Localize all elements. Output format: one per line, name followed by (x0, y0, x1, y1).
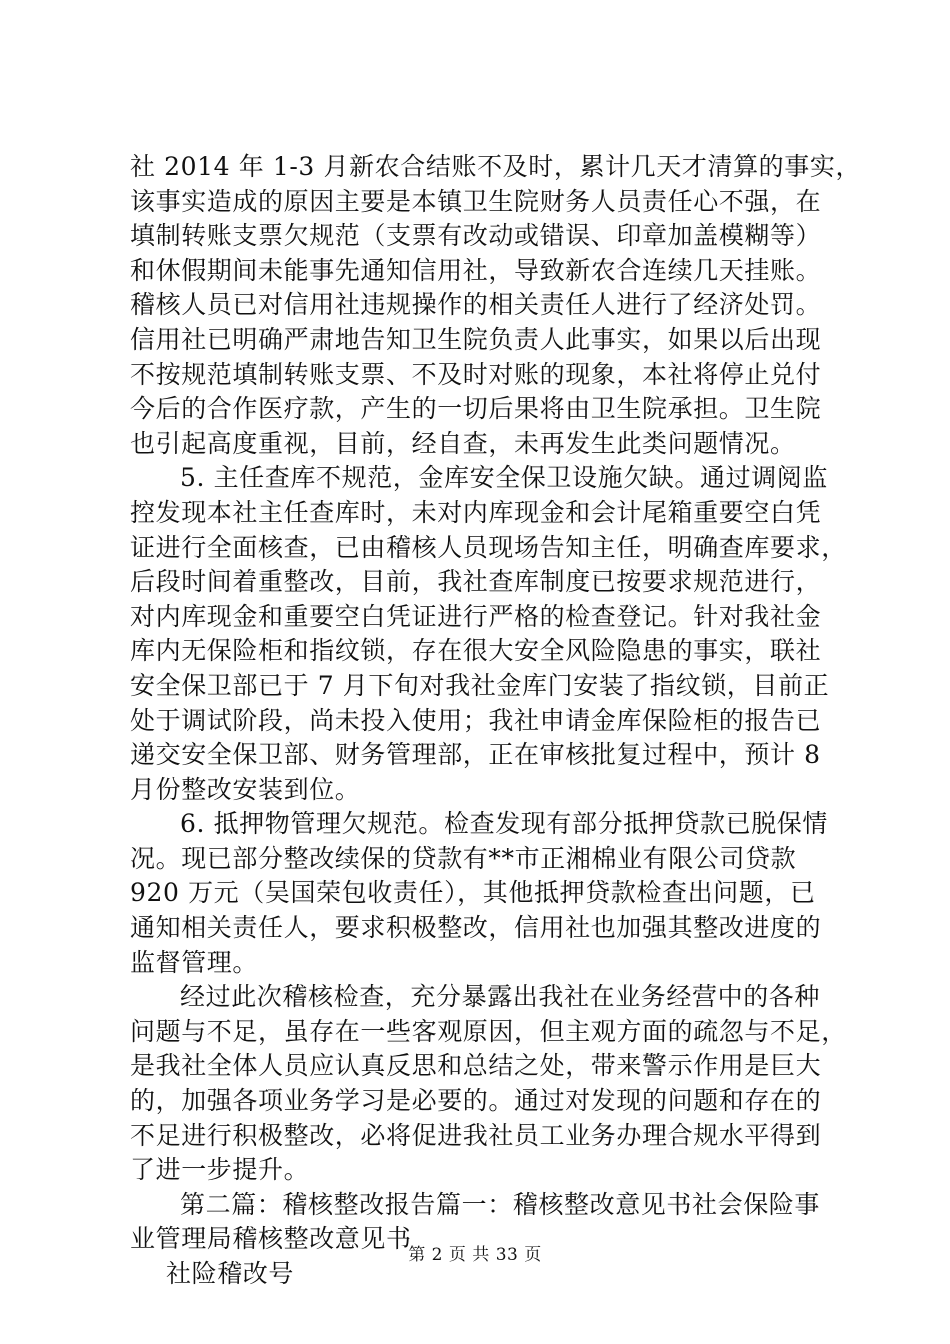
page-footer: 第 2 页 共 33 页 (408, 1245, 542, 1265)
section-heading-line: 第二篇：稽核整改报告篇一：稽核整改意见书社会保险事 (180, 1189, 821, 1219)
text-line: 递交安全保卫部、财务管理部，正在审核批复过程中，预计 8 (130, 740, 821, 770)
text-line: 证进行全面核查，已由稽核人员现场告知主任，明确查库要求， (130, 532, 847, 562)
text-line: 和休假期间未能事先通知信用社，导致新农合连续几天挂账。 (130, 255, 822, 285)
text-line: 后段时间着重整改，目前，我社查库制度已按要求规范进行， (130, 567, 822, 597)
text-line: 月份整改安装到位。 (130, 774, 361, 804)
text-line: 处于调试阶段，尚未投入使用；我社申请金库保险柜的报告已 (130, 705, 822, 735)
text-line: 该事实造成的原因主要是本镇卫生院财务人员责任心不强，在 (130, 186, 822, 216)
text-line: 也引起高度重视，目前，经自查，未再发生此类问题情况。 (130, 428, 796, 458)
text-line: 920 万元（吴国荣包收责任），其他抵押贷款检查出问题，已 (130, 878, 816, 908)
paragraph-start-line: 6. 抵押物管理欠规范。检查发现有部分抵押贷款已脱保情 (180, 809, 829, 839)
document-body (130, 150, 862, 1292)
text-line: 今后的合作医疗款，产生的一切后果将由卫生院承担。卫生院 (130, 394, 822, 424)
text-line: 的，加强各项业务学习是必要的。通过对发现的问题和存在的 (130, 1086, 822, 1116)
text-line: 库内无保险柜和指纹锁，存在很大安全风险隐患的事实，联社 (130, 636, 822, 666)
text-line: 了进一步提升。 (130, 1155, 310, 1185)
text-line: 是我社全体人员应认真反思和总结之处，带来警示作用是巨大 (130, 1051, 822, 1081)
paragraph-start-line: 5. 主任查库不规范，金库安全保卫设施欠缺。通过调阅监 (180, 463, 829, 493)
paragraph-start-line: 经过此次稽核检查，充分暴露出我社在业务经营中的各种 (180, 982, 821, 1012)
text-line: 不按规范填制转账支票、不及时对账的现象，本社将停止兑付 (130, 359, 822, 389)
text-line: 对内库现金和重要空白凭证进行严格的检查登记。针对我社金 (130, 601, 822, 631)
text-line: 问题与不足，虽存在一些客观原因，但主观方面的疏忽与不足， (130, 1016, 847, 1046)
text-line: 监督管理。 (130, 947, 259, 977)
text-line: 通知相关责任人，要求积极整改，信用社也加强其整改进度的 (130, 913, 822, 943)
text-line: 况。现已部分整改续保的贷款有**市正湘棉业有限公司贷款 (130, 843, 797, 873)
reference-number-line: 社险稽改号 (166, 1259, 295, 1288)
text-line: 安全保卫部已于 7 月下旬对我社金库门安装了指纹锁，目前正 (130, 670, 830, 700)
section-heading-line: 业管理局稽核整改意见书 (130, 1224, 412, 1254)
text-line: 稽核人员已对信用社违规操作的相关责任人进行了经济处罚。 (130, 290, 822, 320)
text-line: 社 2014 年 1-3 月新农合结账不及时，累计几天才清算的事实， (130, 152, 862, 181)
text-line: 不足进行积极整改，必将促进我社员工业务办理合规水平得到 (130, 1120, 822, 1150)
text-line: 信用社已明确严肃地告知卫生院负责人此事实，如果以后出现 (130, 324, 822, 354)
text-line: 填制转账支票欠规范（支票有改动或错误、印章加盖模糊等） (130, 221, 822, 251)
text-line: 控发现本社主任查库时，未对内库现金和会计尾箱重要空白凭 (130, 497, 822, 527)
